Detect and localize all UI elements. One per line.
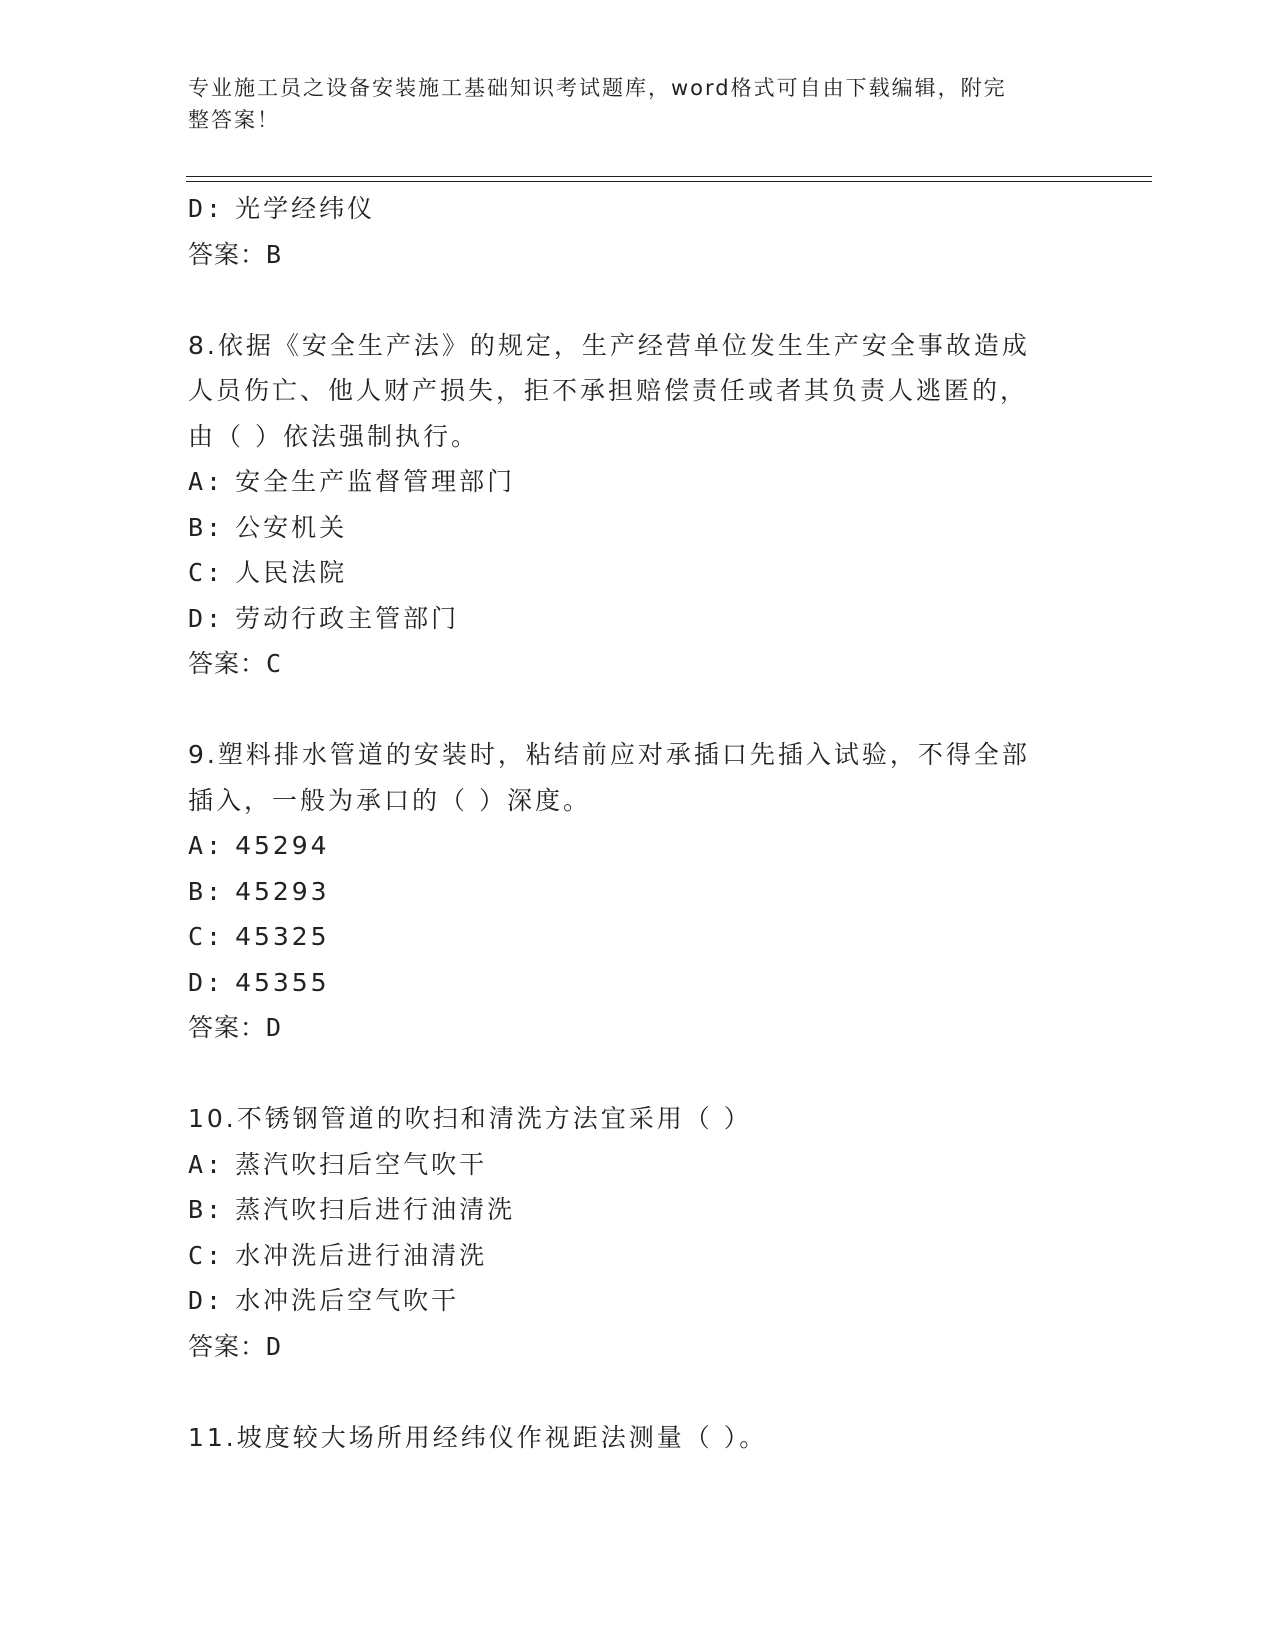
option-c xyxy=(188,914,1088,960)
header-divider-top xyxy=(186,176,1152,177)
answer-line: 答案：B xyxy=(188,239,283,269)
question-stem-line: 由（ ）依法强制执行。 xyxy=(188,421,479,451)
question-8 xyxy=(188,323,1088,687)
document-body xyxy=(188,186,1088,1460)
option-d xyxy=(188,960,1088,1006)
answer-line: 答案：D xyxy=(188,1013,283,1042)
header-divider-bottom xyxy=(186,181,1152,182)
question-stem-line: 11.坡度较大场所用经纬仪作视距法测量（ ）。 xyxy=(188,1422,768,1452)
question-11 xyxy=(188,1415,1088,1461)
option-label: D: xyxy=(188,194,225,223)
option-d xyxy=(188,186,1088,232)
option-b xyxy=(188,1187,1088,1233)
question-stem-line: 8.依据《安全生产法》的规定，生产经营单位发生生产安全事故造成 xyxy=(188,330,1030,360)
option-c xyxy=(188,1233,1088,1279)
option-label: C: xyxy=(188,1240,225,1270)
option-label: B: xyxy=(188,1195,225,1224)
option-text: 水冲洗后进行油清洗 xyxy=(235,1240,488,1270)
option-text: 45294 xyxy=(235,831,330,860)
option-text: 水冲洗后空气吹干 xyxy=(235,1286,460,1315)
header-line-2: 整答案！ xyxy=(188,108,280,132)
option-b xyxy=(188,505,1088,551)
option-label: D: xyxy=(188,967,225,997)
option-a xyxy=(188,1142,1088,1188)
option-a xyxy=(188,459,1088,505)
question-stem-line: 9.塑料排水管道的安装时，粘结前应对承插口先插入试验，不得全部 xyxy=(188,740,1030,769)
option-text: 蒸汽吹扫后空气吹干 xyxy=(235,1149,488,1179)
document-header xyxy=(188,72,1068,136)
question-10 xyxy=(188,1096,1088,1369)
answer-line: 答案：D xyxy=(188,1331,283,1361)
option-label: A: xyxy=(188,467,225,496)
option-label: A: xyxy=(188,831,225,860)
option-label: D: xyxy=(188,603,225,633)
option-label: D: xyxy=(188,1286,225,1315)
option-d xyxy=(188,596,1088,642)
option-text: 劳动行政主管部门 xyxy=(235,603,460,633)
spacer xyxy=(188,1051,1088,1097)
option-text: 公安机关 xyxy=(235,512,348,542)
option-text: 45355 xyxy=(235,967,330,997)
question-9 xyxy=(188,732,1088,1051)
option-text: 45325 xyxy=(235,922,330,951)
answer-line: 答案：C xyxy=(188,649,283,678)
option-b xyxy=(188,869,1088,915)
option-label: B: xyxy=(188,512,225,542)
option-c xyxy=(188,550,1088,596)
option-label: A: xyxy=(188,1149,225,1179)
option-text: 安全生产监督管理部门 xyxy=(235,467,516,496)
question-stem-line: 10.不锈钢管道的吹扫和清洗方法宜采用（ ） xyxy=(188,1104,752,1133)
option-text: 45293 xyxy=(235,876,330,906)
spacer xyxy=(188,277,1088,323)
question-stem-line: 插入，一般为承口的（ ）深度。 xyxy=(188,785,591,815)
spacer xyxy=(188,687,1088,733)
spacer xyxy=(188,1369,1088,1415)
option-a xyxy=(188,823,1088,869)
option-text: 人民法院 xyxy=(235,558,348,587)
option-label: C: xyxy=(188,558,225,587)
option-d xyxy=(188,1278,1088,1324)
previous-question xyxy=(188,186,1088,277)
question-stem-line: 人员伤亡、他人财产损失，拒不承担赔偿责任或者其负责人逃匿的， xyxy=(188,376,1029,405)
option-text: 光学经纬仪 xyxy=(235,194,376,223)
option-label: B: xyxy=(188,876,225,906)
option-text: 蒸汽吹扫后进行油清洗 xyxy=(235,1195,516,1224)
option-label: C: xyxy=(188,922,225,951)
header-line-1: 专业施工员之设备安装施工基础知识考试题库，word格式可自由下载编辑，附完 xyxy=(188,76,1007,100)
